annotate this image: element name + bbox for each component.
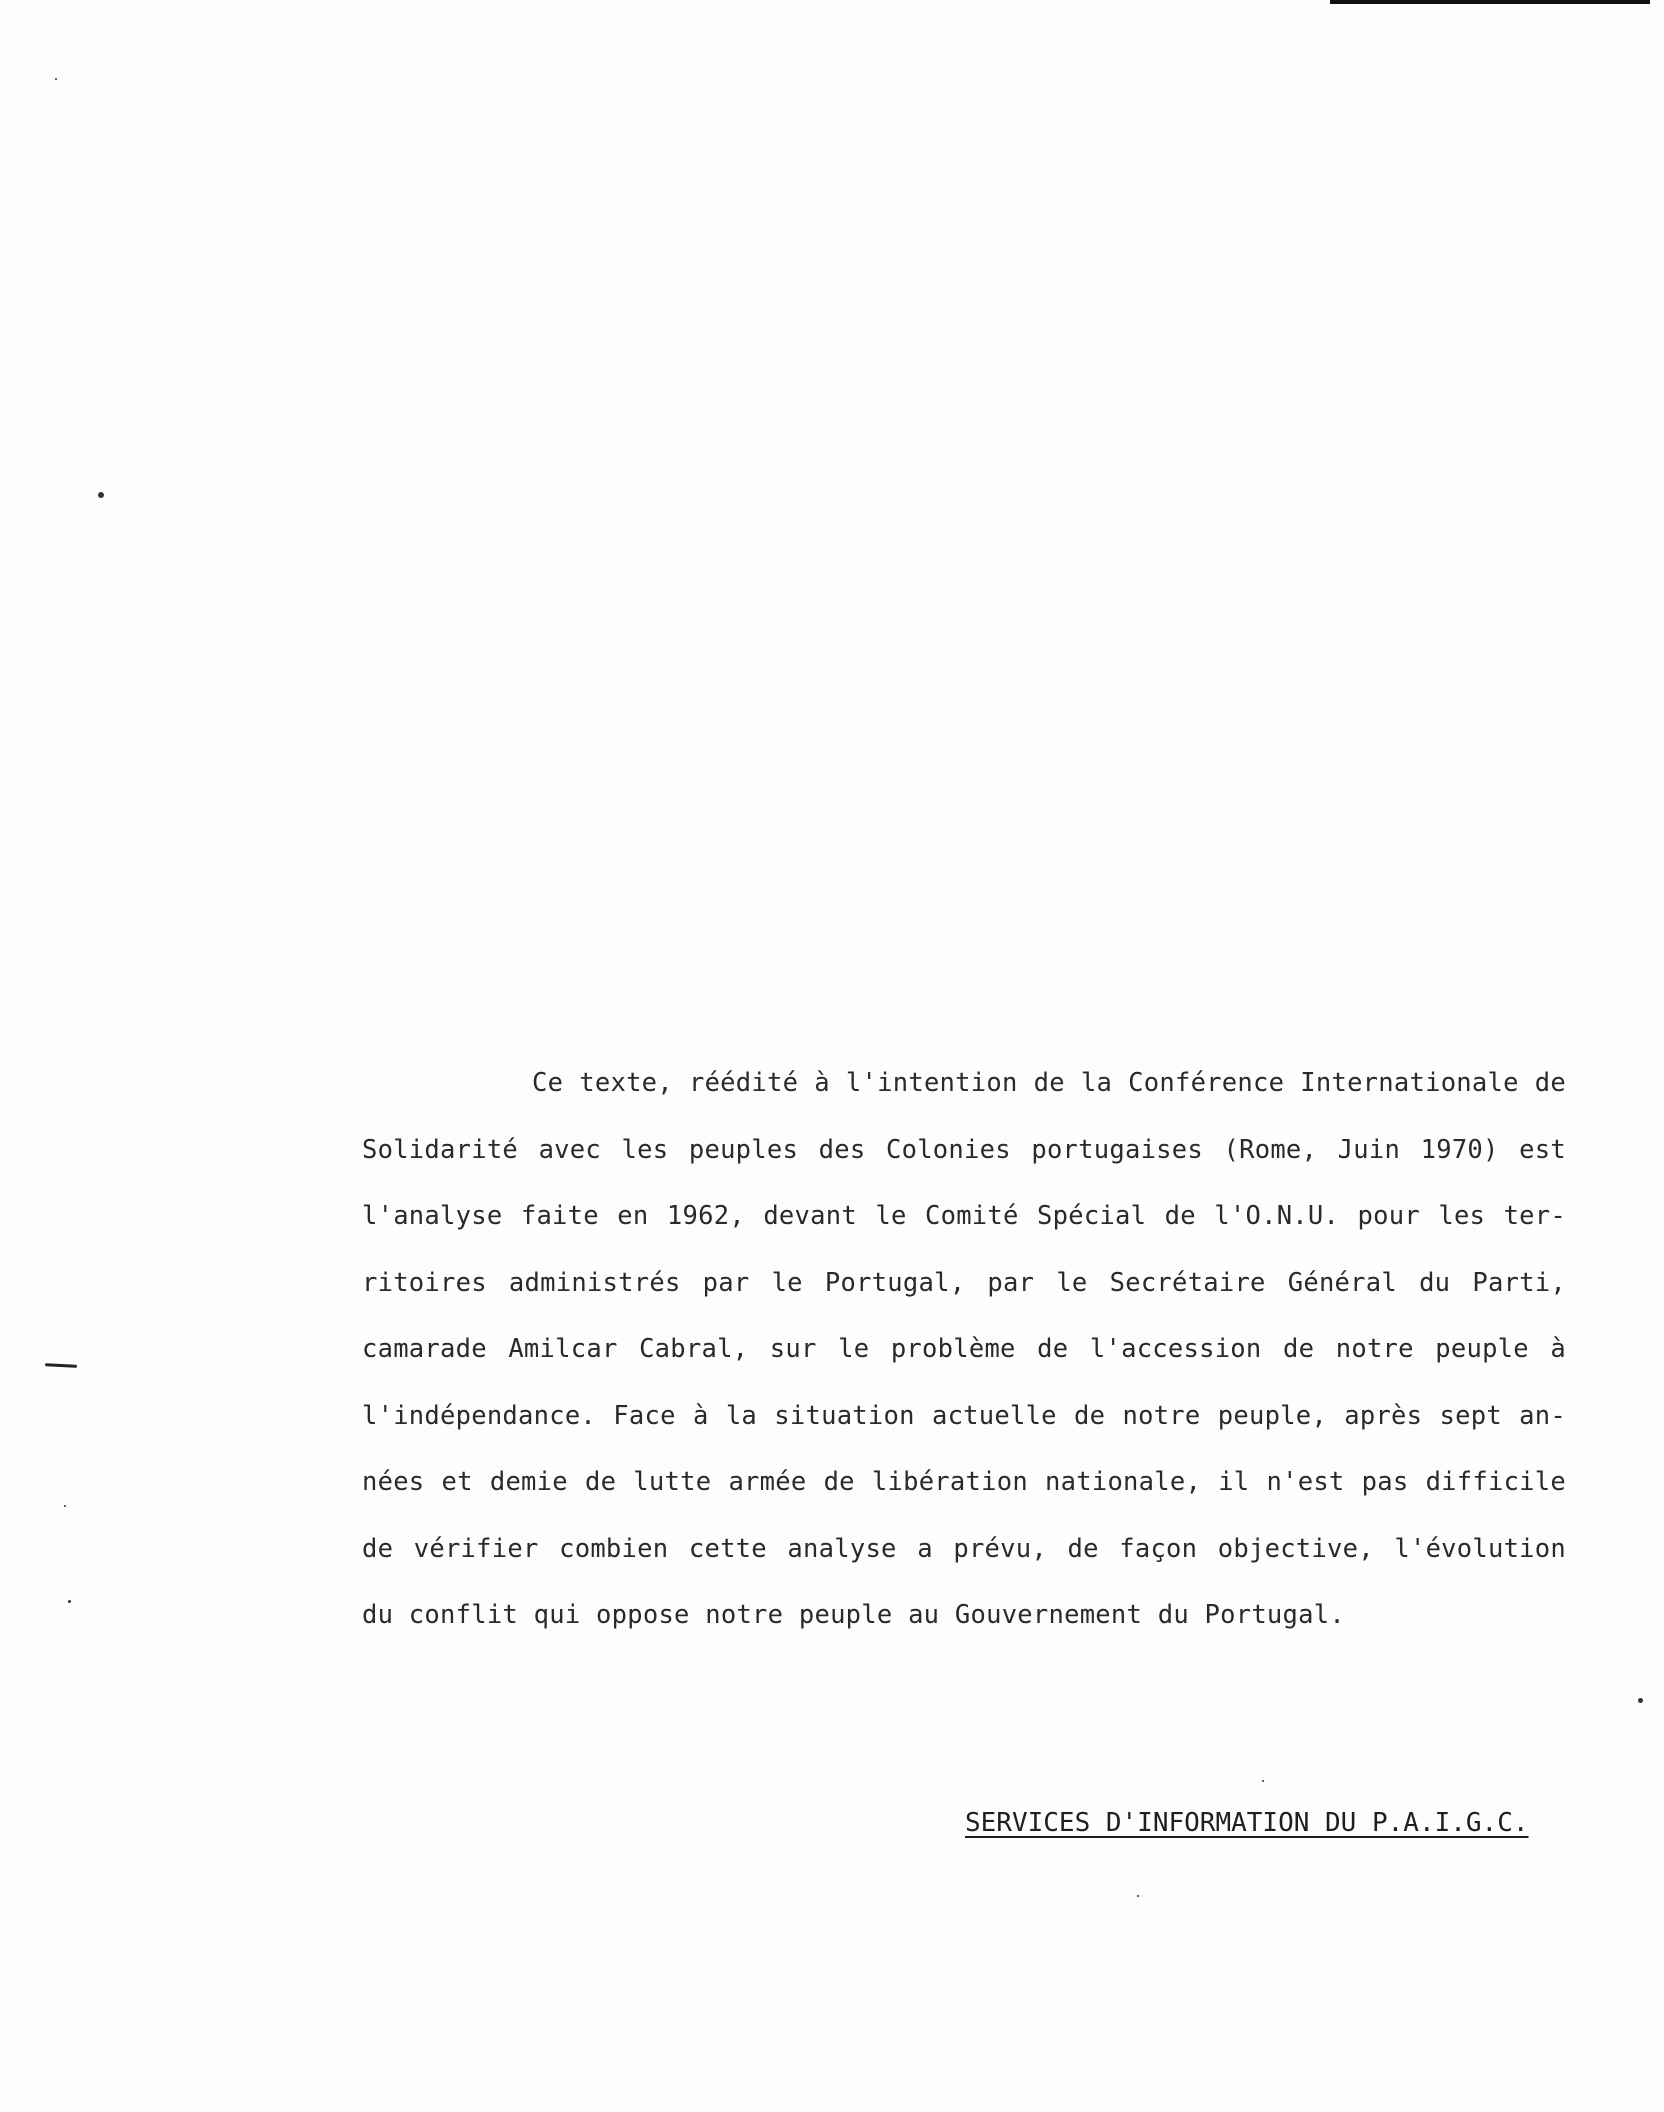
- scan-speck: [1262, 1780, 1264, 1782]
- scan-speck: [68, 1600, 71, 1603]
- scan-mark-dash: [45, 1363, 77, 1368]
- scan-edge-mark: [1330, 0, 1650, 4]
- paragraph-line: du conflit qui oppose notre peuple au Gouvernement du Portugal.: [362, 1600, 1345, 1630]
- scan-speck: [98, 492, 104, 498]
- signature-line: SERVICES D'INFORMATION DU P.A.I.G.C.: [965, 1808, 1529, 1838]
- scan-speck: [55, 78, 57, 80]
- paragraph-line: l'analyse faite en 1962, devant le Comité Spécial de l'O.N.U. pour les ter-: [362, 1201, 1566, 1231]
- paragraph-line: ritoires administrés par le Portugal, par le Secrétaire Général du Parti,: [362, 1267, 1566, 1298]
- paragraph-line: de vérifier combien cette analyse a prévu, de façon objective, l'évolution: [362, 1533, 1566, 1564]
- paragraph-line: l'indépendance. Face à la situation actuelle de notre peuple, après sept an-: [362, 1400, 1566, 1431]
- scan-speck: [1638, 1698, 1643, 1703]
- scan-speck: [64, 1505, 66, 1507]
- scan-speck: [1137, 1895, 1139, 1897]
- body-paragraph: [362, 1050, 1566, 1649]
- paragraph-line: Solidarité avec les peuples des Colonies portugaises (Rome, Juin 1970) est: [362, 1134, 1566, 1165]
- paragraph-line: camarade Amilcar Cabral, sur le problème de l'accession de notre peuple à: [362, 1334, 1566, 1364]
- paragraph-line: Ce texte, réédité à l'intention de la Conférence Internationale de: [532, 1068, 1566, 1098]
- paragraph-line: nées et demie de lutte armée de libération nationale, il n'est pas difficile: [362, 1467, 1566, 1497]
